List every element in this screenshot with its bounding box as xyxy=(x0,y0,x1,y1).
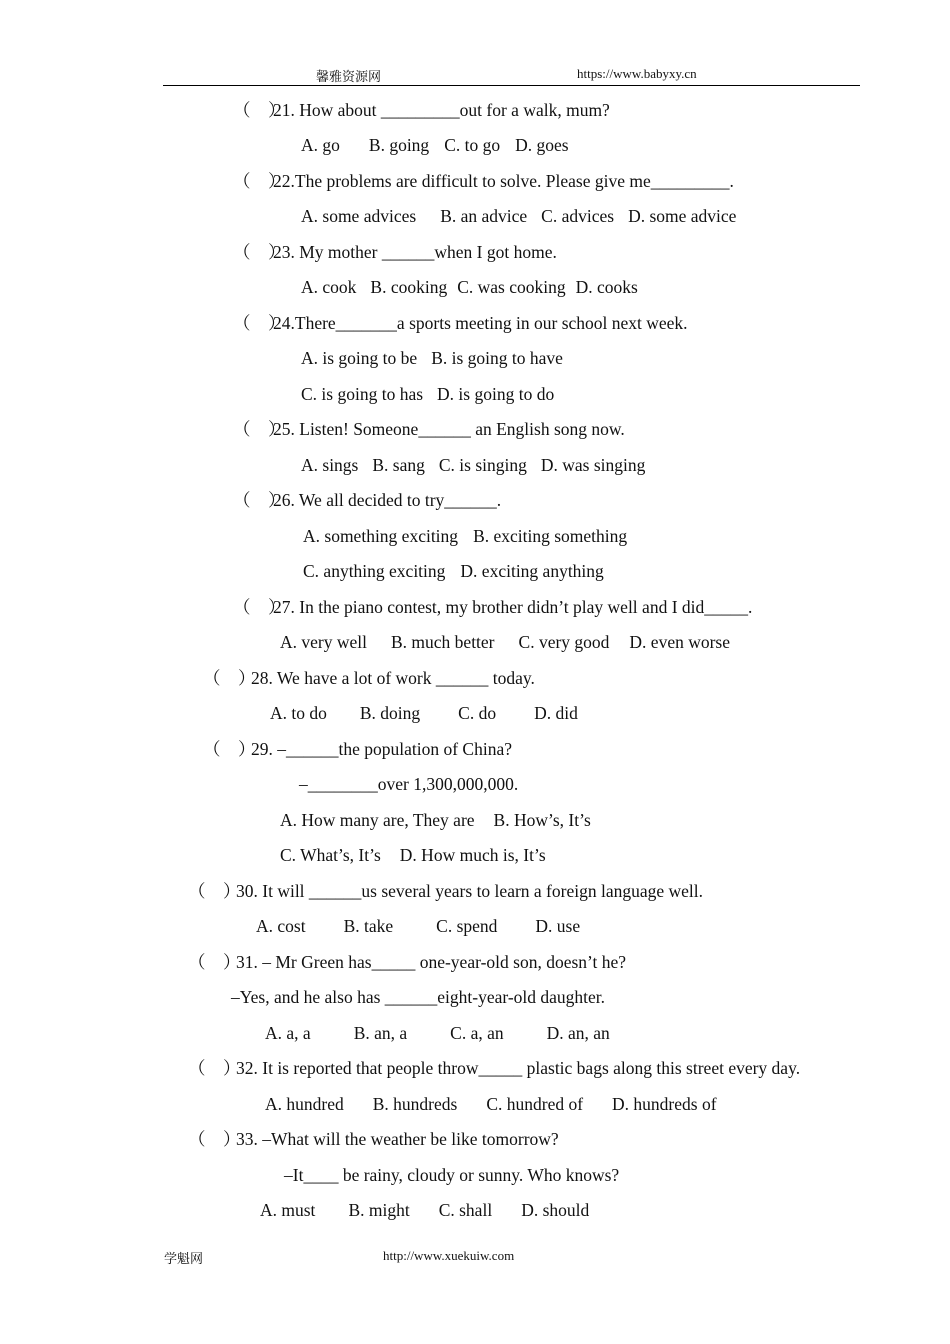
options-23 xyxy=(301,276,638,298)
options-30 xyxy=(256,915,580,937)
question-stem: 29. –______the population of China? xyxy=(251,739,513,759)
option-a: A. a, a xyxy=(265,1023,311,1043)
answer-bracket[interactable]: （ ） xyxy=(188,1058,241,1078)
option-b: B. much better xyxy=(391,632,495,652)
option-d: D. goes xyxy=(515,135,569,155)
answer-bracket[interactable]: （ ） xyxy=(203,668,256,688)
options-24-row2 xyxy=(301,383,554,405)
option-d: D. exciting anything xyxy=(460,561,604,581)
answer-bracket[interactable]: （ ） xyxy=(233,419,286,439)
question-stem: 26. We all decided to try______. xyxy=(273,490,502,510)
question-stem: 23. My mother ______when I got home. xyxy=(273,242,557,262)
option-d: D. an, an xyxy=(546,1023,610,1043)
answer-bracket[interactable]: （ ） xyxy=(203,739,256,759)
question-28 xyxy=(203,667,535,689)
options-28 xyxy=(270,702,578,724)
question-26 xyxy=(233,489,501,511)
question-29 xyxy=(203,738,512,760)
question-32 xyxy=(188,1057,800,1079)
option-c: C. was cooking xyxy=(457,277,566,297)
question-stem: 33. –What will the weather be like tomorrow? xyxy=(236,1129,559,1149)
options-31 xyxy=(265,1022,610,1044)
option-c: C. very good xyxy=(518,632,610,652)
answer-bracket[interactable]: （ ） xyxy=(188,881,241,901)
header-rule xyxy=(163,85,860,86)
options-29-row1 xyxy=(280,809,591,831)
options-24-row1 xyxy=(301,347,563,369)
answer-bracket[interactable]: （ ） xyxy=(233,100,286,120)
question-33 xyxy=(188,1128,559,1150)
answer-bracket[interactable]: （ ） xyxy=(233,313,286,333)
option-a: A. some advices xyxy=(301,206,417,226)
option-a: A. go xyxy=(301,135,340,155)
option-b: B. might xyxy=(348,1200,410,1220)
option-d: D. was singing xyxy=(540,455,646,475)
option-a: A. is going to be xyxy=(301,348,418,368)
options-29-row2 xyxy=(280,844,546,866)
option-b: B. an advice xyxy=(440,206,528,226)
answer-bracket[interactable]: （ ） xyxy=(188,952,241,972)
answer-bracket[interactable]: （ ） xyxy=(233,597,286,617)
options-25 xyxy=(301,454,645,476)
answer-bracket[interactable]: （ ） xyxy=(233,242,286,262)
option-b: B. How’s, It’s xyxy=(493,810,591,830)
option-a: A. something exciting xyxy=(303,526,459,546)
option-d: D. How much is, It’s xyxy=(399,845,546,865)
options-21 xyxy=(301,134,569,156)
option-d: D. did xyxy=(534,703,578,723)
question-stem: 21. How about _________out for a walk, mum? xyxy=(273,100,610,120)
option-b: B. exciting something xyxy=(473,526,628,546)
header-site-url: https://www.babyxy.cn xyxy=(577,66,697,81)
footer-site-url: http://www.xuekuiw.com xyxy=(383,1248,515,1263)
question-31 xyxy=(188,951,626,973)
question-30 xyxy=(188,880,703,902)
question-21 xyxy=(233,99,610,121)
option-d: D. hundreds of xyxy=(612,1094,717,1114)
option-d: D. some advice xyxy=(628,206,737,226)
option-d: D. even worse xyxy=(629,632,731,652)
question-25 xyxy=(233,418,625,440)
option-b: B. cooking xyxy=(370,277,448,297)
question-stem: 25. Listen! Someone______ an English song now. xyxy=(273,419,625,439)
option-c: C. spend xyxy=(436,916,498,936)
option-d: D. cooks xyxy=(575,277,638,297)
option-c: C. What’s, It’s xyxy=(280,845,381,865)
question-stem: 24.There_______a sports meeting in our school next week. xyxy=(273,313,688,333)
option-c: C. is going to has xyxy=(301,384,424,404)
option-c: C. advices xyxy=(541,206,615,226)
question-stem: 30. It will ______us several years to learn a foreign language well. xyxy=(236,881,704,901)
option-b: B. is going to have xyxy=(431,348,563,368)
question-24 xyxy=(233,312,688,334)
option-b: B. hundreds xyxy=(372,1094,458,1114)
question-31-reply: –Yes, and he also has ______eight-year-old daughter. xyxy=(231,987,606,1007)
option-b: B. going xyxy=(368,135,430,155)
option-c: C. hundred of xyxy=(486,1094,584,1114)
header-site-name: 馨雅资源网 xyxy=(316,69,382,84)
footer-site-name: 学魁网 xyxy=(164,1251,204,1266)
option-a: A. cost xyxy=(256,916,306,936)
option-d: D. should xyxy=(521,1200,590,1220)
options-27 xyxy=(280,631,730,653)
option-c: C. do xyxy=(458,703,497,723)
options-32 xyxy=(265,1093,717,1115)
option-c: C. shall xyxy=(438,1200,493,1220)
option-a: A. cook xyxy=(301,277,357,297)
option-d: D. use xyxy=(535,916,581,936)
option-d: D. is going to do xyxy=(437,384,555,404)
question-29-reply: –________over 1,300,000,000. xyxy=(299,774,519,794)
option-b: B. doing xyxy=(359,703,421,723)
option-c: C. to go xyxy=(444,135,501,155)
question-stem: 32. It is reported that people throw_____ plastic bags along this street every day. xyxy=(236,1058,801,1078)
question-stem: 27. In the piano contest, my brother didn’t play well and I did_____. xyxy=(273,597,753,617)
answer-bracket[interactable]: （ ） xyxy=(233,490,286,510)
question-stem: 28. We have a lot of work ______ today. xyxy=(251,668,535,688)
option-b: B. sang xyxy=(372,455,425,475)
answer-bracket[interactable]: （ ） xyxy=(188,1129,241,1149)
options-26-row1 xyxy=(303,525,627,547)
options-26-row2 xyxy=(303,560,604,582)
question-33-reply: –It____ be rainy, cloudy or sunny. Who knows? xyxy=(284,1165,620,1185)
option-b: B. take xyxy=(343,916,394,936)
option-b: B. an, a xyxy=(353,1023,408,1043)
question-stem: 31. – Mr Green has_____ one-year-old son, doesn’t he? xyxy=(236,952,627,972)
option-a: A. How many are, They are xyxy=(280,810,475,830)
option-a: A. very well xyxy=(280,632,367,652)
option-c: C. anything exciting xyxy=(303,561,446,581)
question-23 xyxy=(233,241,557,263)
option-a: A. to do xyxy=(270,703,327,723)
option-a: A. must xyxy=(260,1200,316,1220)
question-stem: 22.The problems are difficult to solve. Please give me_________. xyxy=(273,171,734,191)
option-a: A. sings xyxy=(301,455,359,475)
answer-bracket[interactable]: （ ） xyxy=(233,171,286,191)
option-c: C. is singing xyxy=(438,455,527,475)
question-22 xyxy=(233,170,734,192)
question-27 xyxy=(233,596,752,618)
options-22 xyxy=(301,205,736,227)
options-33 xyxy=(260,1199,589,1221)
option-c: C. a, an xyxy=(450,1023,504,1043)
option-a: A. hundred xyxy=(265,1094,344,1114)
